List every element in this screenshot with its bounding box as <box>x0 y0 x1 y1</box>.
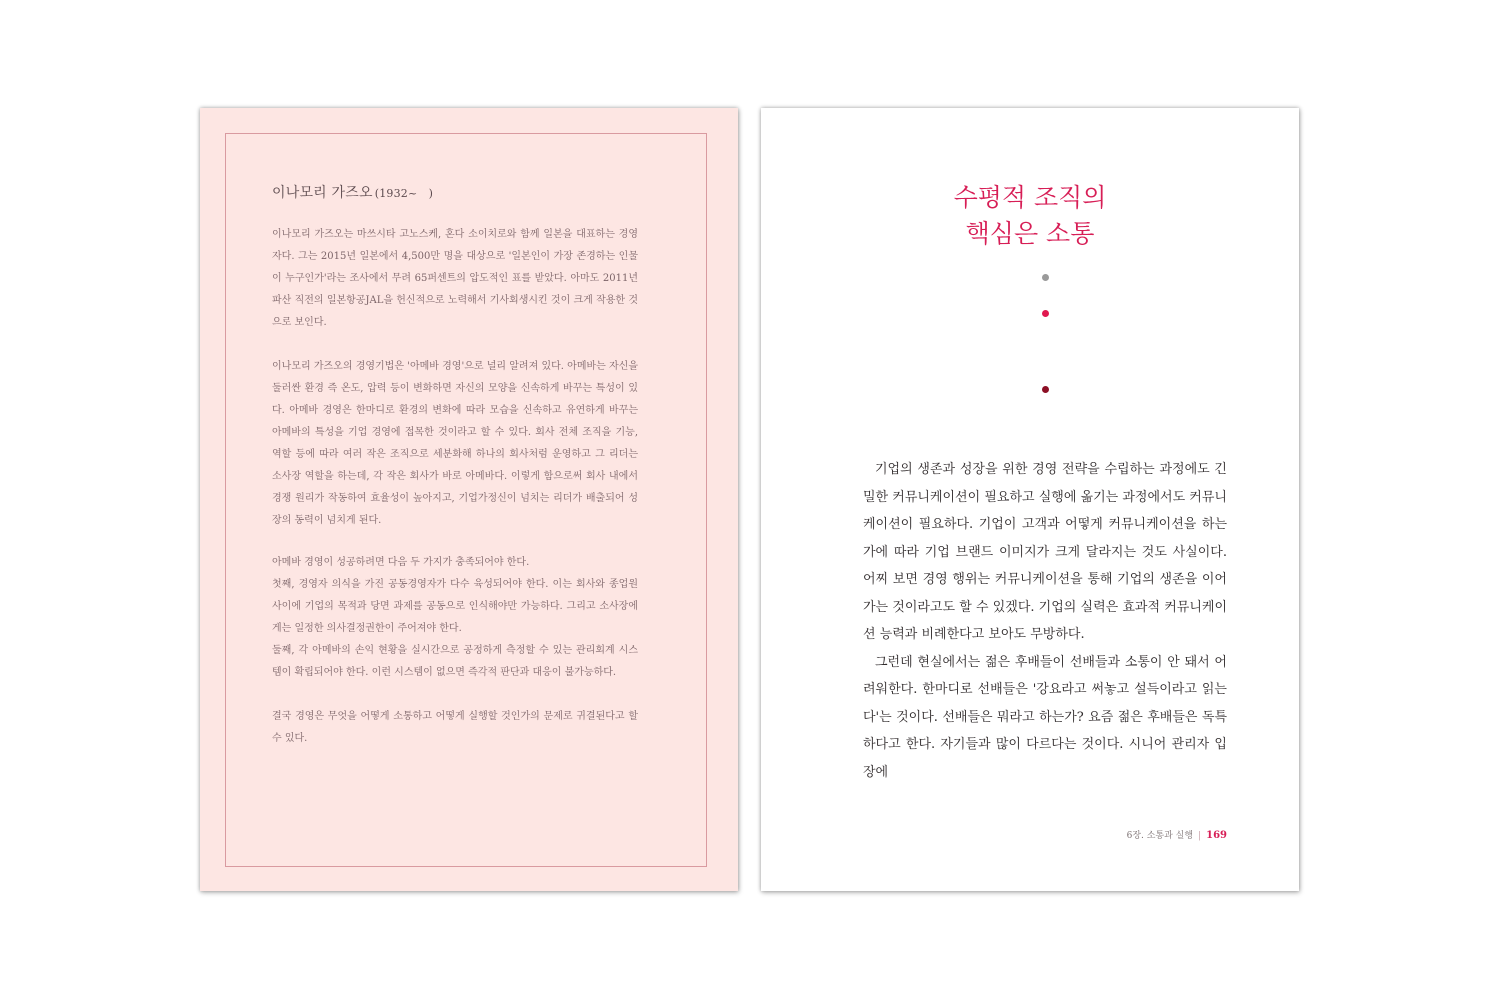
footer-chapter: 6장. 소통과 실행 <box>1126 831 1194 841</box>
box-paragraph-2 <box>272 356 638 532</box>
box-paragraph-text: 결국 경영은 무엇을 어떻게 소통하고 어떻게 실행할 것인가의 문제로 귀결된다고 할 수 있다. <box>272 711 638 744</box>
section-title-line-2: 핵심은 소통 <box>965 219 1095 248</box>
box-title-years: (1932~ ) <box>374 187 434 200</box>
box-paragraph-text: 이나모리 가즈오의 경영기법은 '아메바 경영'으로 널리 알려져 있다. 아메바는 자신을 둘러싼 환경 즉 온도, 압력 등이 변화하면 자신의 모양을 신속하게 바꾸는 특성이 있다. 아메바 경영은 한마디로 환경의 변화에 따라 모습을 신속하고 유연하게 바꾸는 아메바의 특성을 기업 경영에 접목한 것이라고 할 수 있다. 회사 전체 조직을 기능, 역할 등에 따라 여러 작은 조직으로 세분화해 하나의 회사처럼 운영하고 그 리더는 소사장 역할을 하는데, 각 작은 회사가 바로 아메바다. 이렇게 함으로써 회사 내에서 경쟁 원리가 작동하여 효율성이 높아지고, 기업가정신이 넘치는 리더가 배출되어 성장의 동력이 넘치게 된다. <box>272 361 638 526</box>
section-title-line-1: 수평적 조직의 <box>953 183 1107 212</box>
pink-dot-ornament <box>1042 310 1049 317</box>
right-page <box>761 108 1299 891</box>
box-paragraph-3 <box>272 552 638 684</box>
box-title-name: 이나모리 가즈오 <box>272 185 373 201</box>
grey-dot-ornament <box>1042 274 1049 281</box>
dark-red-dot-ornament <box>1042 386 1049 393</box>
footer-separator: | <box>1198 831 1202 841</box>
box-paragraph-1 <box>272 224 638 334</box>
body-text <box>863 456 1227 786</box>
body-paragraph-1: 기업의 생존과 성장을 위한 경영 전략을 수립하는 과정에도 긴밀한 커뮤니케이션이 필요하고 실행에 옮기는 과정에서도 커뮤니케이션이 필요하다. 기업이 고객과 어떻게 커뮤니케이션을 하는가에 따라 기업 브랜드 이미지가 크게 달라지는 것도 사실이다. 어찌 보면 경영 행위는 커뮤니케이션을 통해 기업의 생존을 이어가는 것이라고도 할 수 있겠다. 기업의 실력은 효과적 커뮤니케이션 능력과 비례한다고 보아도 무방하다. <box>863 462 1227 642</box>
section-title <box>761 180 1299 252</box>
left-page <box>200 108 738 891</box>
page-footer <box>1127 828 1227 841</box>
box-paragraph-4 <box>272 706 638 750</box>
box-paragraph-text: 이나모리 가즈오는 마쓰시타 고노스케, 혼다 소이치로와 함께 일본을 대표하는 경영자다. 그는 2015년 일본에서 4,500만 명을 대상으로 '일본인이 가장 존경하는 인물이 누구인가'라는 조사에서 무려 65퍼센트의 압도적인 표를 받았다. 아마도 2011년 파산 직전의 일본항공JAL을 헌신적으로 노력해서 기사회생시킨 것이 크게 작용한 것으로 보인다. <box>272 229 638 328</box>
box-title <box>272 182 433 202</box>
body-paragraph-2: 그런데 현실에서는 젊은 후배들이 선배들과 소통이 안 돼서 어려워한다. 한마디로 선배들은 '강요라고 써놓고 설득이라고 읽는다'는 것이다. 선배들은 뭐라고 하는가? 요즘 젊은 후배들은 독특하다고 한다. 자기들과 많이 다르다는 것이다. 시니어 관리자 입장에 <box>863 654 1227 780</box>
page-number: 169 <box>1206 830 1227 841</box>
box-paragraph-text: 아메바 경영이 성공하려면 다음 두 가지가 충족되어야 한다. 첫째, 경영자 의식을 가진 공동경영자가 다수 육성되어야 한다. 이는 회사와 종업원 사이에 기업의 목적과 당면 과제를 공동으로 인식해야만 가능하다. 그리고 소사장에게는 일정한 의사결정권한이 주어져야 한다. 둘째, 각 아메바의 손익 현황을 실시간으로 공정하게 측정할 수 있는 관리회계 시스템이 확립되어야 한다. 이런 시스템이 없으면 즉각적 판단과 대응이 불가능하다. <box>272 557 638 678</box>
